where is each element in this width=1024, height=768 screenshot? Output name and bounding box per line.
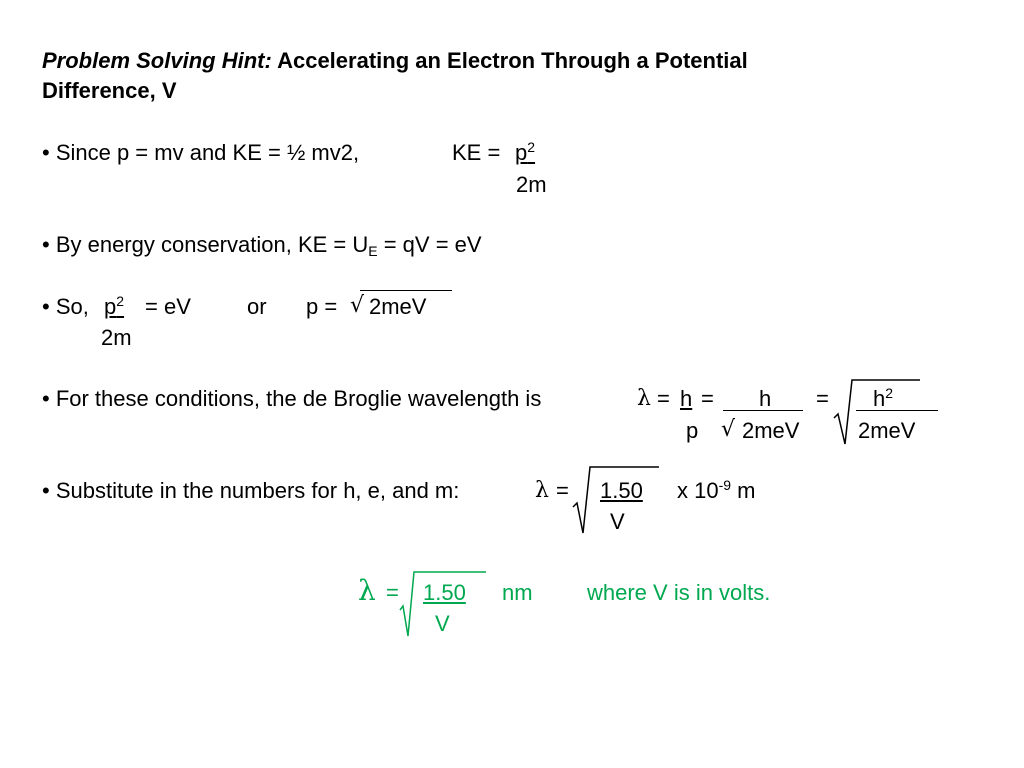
frac2-numerator: h <box>759 386 772 411</box>
eq3: = <box>816 386 829 411</box>
result-lambda: λ <box>358 574 376 607</box>
subst-eq: = <box>556 478 569 503</box>
bullet-de-broglie: • For these conditions, the de Broglie wavelength is <box>42 386 542 411</box>
subst-factor: x $10^{-9}$ m <box>677 477 756 503</box>
subst-lambda: λ <box>535 478 549 503</box>
frac3-numerator: $h^2$ <box>873 385 894 411</box>
slide-title-line2: Difference, V <box>42 78 177 103</box>
frac3-bar <box>856 410 938 411</box>
so-fraction-denominator: 2m <box>101 325 132 350</box>
bullet-since: • Since p = mv and KE = ½ mv2, <box>42 140 360 165</box>
frac2-denominator: 2meV <box>742 418 800 443</box>
eq2: = <box>701 386 714 411</box>
so-or: or <box>247 294 267 319</box>
subst-numerator: 1.50 <box>600 478 643 503</box>
result-eq: = <box>386 580 399 605</box>
result-unit: nm <box>502 580 533 605</box>
title-italic: Problem Solving Hint: <box>42 48 272 73</box>
ke-fraction-numerator: $p^2$ <box>515 139 536 165</box>
bullet-energy-conservation: • By energy conservation, KE = $U_E$ = qV = eV <box>42 232 482 259</box>
eq1: = <box>657 386 670 411</box>
so-fraction-numerator: $p^2$ <box>104 293 125 319</box>
lambda-symbol: λ <box>637 386 651 411</box>
bullet-substitute: • Substitute in the numbers for h, e, and m: <box>42 478 460 503</box>
title-bold: Accelerating an Electron Through a Potential <box>271 48 748 73</box>
ke-label: KE = <box>452 140 501 165</box>
bullet-so-prefix: • So, <box>42 294 89 319</box>
ke-fraction-denominator: 2m <box>516 172 547 197</box>
so-root-sign: √ <box>350 293 365 318</box>
slide-title <box>42 50 748 72</box>
so-root-content: 2meV <box>369 294 427 319</box>
result-denominator: V <box>435 611 450 636</box>
result-numerator: 1.50 <box>423 580 466 605</box>
so-root-bar <box>360 290 452 291</box>
frac1-denominator: p <box>686 418 699 443</box>
frac3-denominator: 2meV <box>858 418 916 443</box>
frac2-root-sign: √ <box>721 417 736 442</box>
subst-denominator: V <box>610 509 625 534</box>
result-note: where V is in volts. <box>587 580 771 605</box>
so-p-equals: p = <box>306 294 338 319</box>
frac1-numerator: h <box>680 386 693 411</box>
so-equals-ev: = eV <box>145 294 191 319</box>
